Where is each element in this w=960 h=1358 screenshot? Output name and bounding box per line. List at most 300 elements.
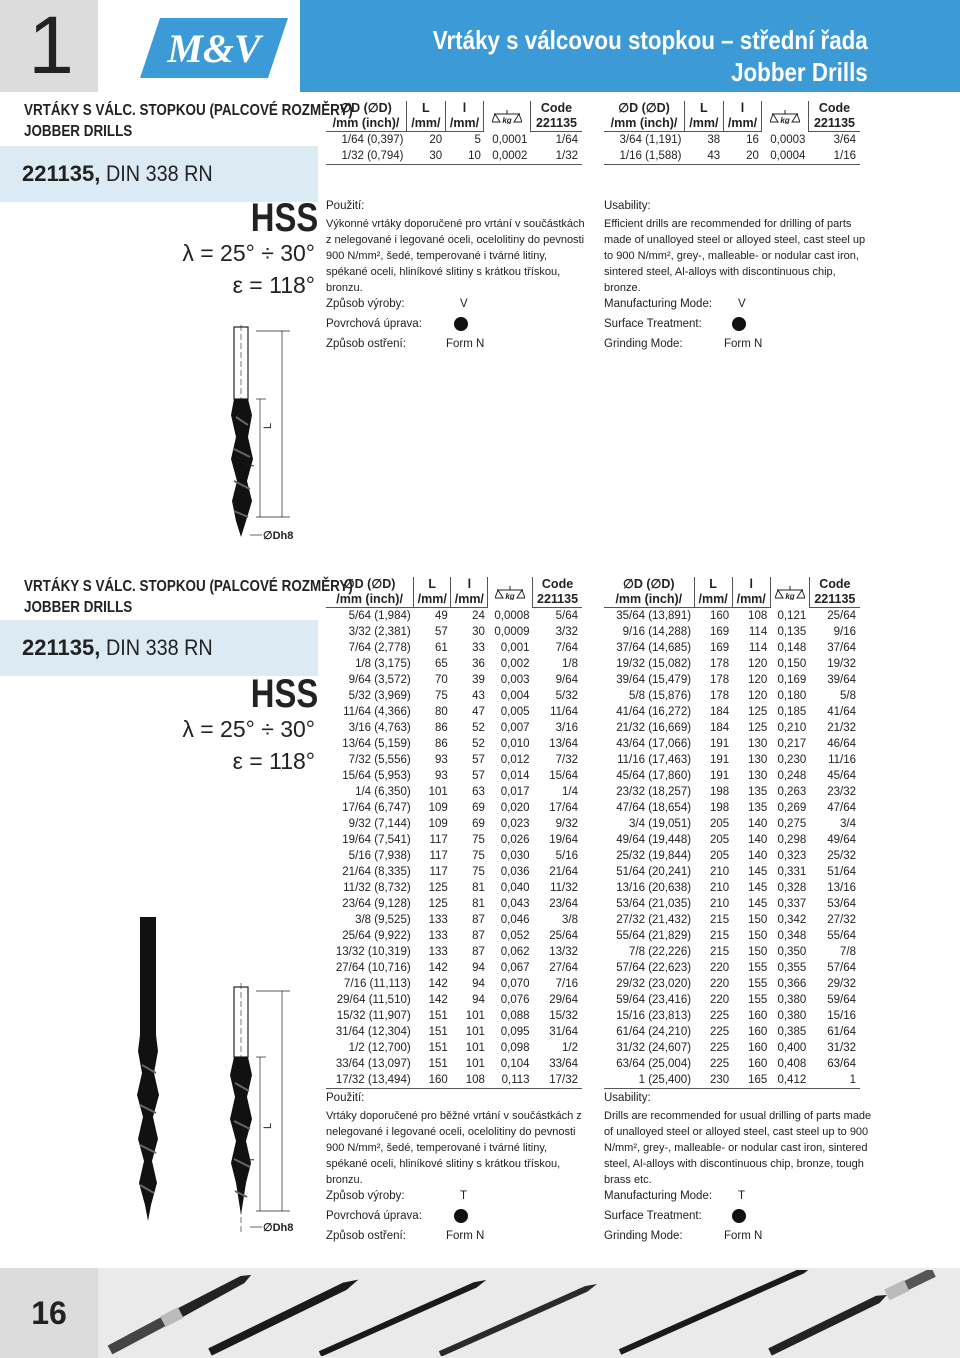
cell-weight: 0,007 [500,722,530,734]
cell-diameter: 15/16 (23,813) [616,1010,692,1022]
cell-L: 125 [428,882,448,894]
cell-L: 178 [709,690,730,702]
cell-L: 80 [434,706,448,718]
table-row [326,976,582,992]
cell-L: 220 [709,978,730,990]
section2-cz-modes [326,1186,586,1246]
cell-weight: 0,342 [777,914,807,926]
cell-L: 210 [709,898,730,910]
cell-l: 114 [748,626,768,638]
cell-diameter: 45/64 (17,860) [616,770,692,782]
mode-label: Způsob výroby: [326,298,405,310]
cell-L: 215 [709,914,730,926]
cell-diameter: 15/64 (5,953) [342,770,411,782]
cell-L: 210 [709,882,730,894]
cell-weight: 0,185 [777,706,807,718]
mode-label: Surface Treatment: [604,1210,702,1222]
cell-diameter: 27/64 (10,716) [335,962,411,974]
section2-label-dh8: ∅Dh8 [263,1222,294,1234]
cell-weight: 0,062 [500,946,530,958]
cell-l: 87 [472,946,485,958]
mv-logo [140,18,288,78]
cell-L: 184 [709,722,730,734]
cell-l: 114 [748,642,768,654]
weight-icon [775,584,805,600]
cell-l: 130 [748,754,768,766]
table-row [326,736,582,752]
table-row [326,960,582,976]
cell-diameter: 21/32 (16,669) [616,722,692,734]
cell-code: 27/32 [827,914,856,926]
mode-label: Povrchová úprava: [326,1210,422,1222]
cell-diameter: 5/32 (3,969) [348,690,411,702]
cell-diameter: 63/64 (25,004) [616,1058,692,1070]
cell-code: 31/64 [549,1026,578,1038]
svg-text:M&V: M&V [167,26,261,71]
cell-L: 86 [434,722,448,734]
mode-label: Manufacturing Mode: [604,1190,713,1202]
table-row [326,608,582,625]
table-row [326,624,582,640]
cell-diameter: 51/64 (20,241) [616,866,692,878]
section2-cz-heading: Použití: [326,1092,365,1104]
cell-diameter: 5/8 (15,876) [629,690,692,702]
table-row [326,148,582,165]
cell-code: 33/64 [549,1058,578,1070]
cell-L: 133 [428,930,448,942]
table-row [326,640,582,656]
cell-code: 59/64 [827,994,856,1006]
cell-code: 13/16 [827,882,856,894]
cell-l: 57 [472,754,485,766]
cell-l: 36 [472,658,485,670]
cell-diameter: 57/64 (22,623) [616,962,692,974]
cell-L: 109 [428,818,448,830]
cell-L: 225 [709,1042,730,1054]
cell-L: 230 [694,1072,732,1089]
cell-weight: 0,0002 [484,148,531,165]
table-row [604,1072,860,1089]
section1-drill-drawing [120,325,300,547]
cell-diameter: 25/32 (19,844) [616,850,692,862]
cell-weight: 0,020 [500,802,530,814]
cell-code: 41/64 [827,706,856,718]
cell-weight: 0,070 [500,978,530,990]
cell-code: 15/32 [549,1010,578,1022]
cell-l: 150 [748,930,768,942]
cell-l: 52 [472,738,485,750]
cell-weight: 0,088 [500,1010,530,1022]
cell-weight: 0,380 [777,1010,807,1022]
cell-L: 225 [709,1010,730,1022]
mode-value: Form N [724,338,763,350]
cell-diameter: 1/32 (0,794) [326,148,407,165]
cell-weight: 0,248 [777,770,807,782]
cell-code: 25/64 [827,610,856,622]
cell-diameter: 7/8 (22,226) [629,946,692,958]
surface-dot-icon [454,1209,468,1223]
cell-weight: 0,067 [500,962,530,974]
cell-code: 1/2 [562,1042,578,1054]
cell-code: 3/8 [562,914,578,926]
svg-text:kg: kg [505,592,515,601]
section1-title [24,100,353,142]
page-title [433,24,868,88]
section2-en-text-block [604,1092,874,1188]
cell-weight: 0,348 [777,930,807,942]
section1-en-modes [604,294,864,354]
cell-diameter: 55/64 (21,829) [616,930,692,942]
cell-weight: 0,0003 [770,133,806,146]
cell-code: 5/16 [555,850,578,862]
cell-weight: 0,121 [777,609,807,622]
mode-label: Způsob ostření: [326,1230,406,1242]
cell-code: 1/16 [808,148,860,165]
section1-en-text: Efficient drills are recommended for drilling of parts made of unalloyed steel or alloyed steel, cast steel up to 900 N/mm², grey-, malleable- or nodular cast iron, sintered steel, Al-alloys with discontinuous chip, bronze. [604,218,866,294]
cell-code: 17/32 [533,1072,582,1089]
table-row [604,736,860,752]
cell-code: 3/64 [833,134,856,146]
cell-l: 140 [748,850,768,862]
cell-code: 17/64 [549,802,578,814]
cell-weight: 0,043 [500,898,530,910]
cell-weight: 0,030 [500,850,530,862]
mode-label: Způsob výroby: [326,1190,405,1202]
section2-cz-text-block [326,1092,588,1188]
cell-code: 55/64 [827,930,856,942]
section1-label-l: l [245,464,257,467]
cell-L: 220 [709,962,730,974]
cell-l: 125 [748,722,768,734]
cell-L: 191 [709,770,730,782]
cell-weight: 0,412 [770,1072,809,1089]
section1-title-line2: JOBBER DRILLS [24,123,133,140]
section1-code: 221135, [22,161,101,186]
cell-weight: 0,012 [500,754,530,766]
mode-value: Form N [446,1230,485,1242]
cell-diameter: 29/32 (23,020) [616,978,692,990]
cell-diameter: 7/32 (5,556) [348,754,411,766]
cell-weight: 0,337 [777,898,807,910]
table-row [604,640,860,656]
cell-code: 57/64 [827,962,856,974]
cell-weight: 0,135 [777,626,807,638]
section2-drill-drawing [120,915,300,1245]
table-row [604,864,860,880]
table-row [326,768,582,784]
section2-label-L: L [262,1122,274,1129]
cell-code: 23/64 [549,898,578,910]
cell-L: 220 [709,994,730,1006]
cell-diameter: 39/64 (15,479) [616,674,692,686]
cell-code: 3/32 [555,626,578,638]
cell-L: 151 [428,1010,448,1022]
cell-L: 178 [709,674,730,686]
cell-weight: 0,046 [500,914,530,926]
cell-code: 23/32 [827,786,856,798]
table-row [326,688,582,704]
cell-code: 7/16 [555,978,578,990]
cell-l: 160 [748,1058,768,1070]
table-row [604,768,860,784]
cell-L: 49 [434,610,448,622]
cell-L: 70 [434,674,448,686]
cell-diameter: 19/32 (15,082) [616,658,692,670]
cell-l: 30 [472,626,485,638]
cell-code: 1/64 [555,134,578,146]
cell-L: 210 [709,866,730,878]
section2-table-left: ∅D (∅D) L l kg Code /mm (inch)/ /mm/ /mm/ 221135 5/64 (1,984) 49 24 0,0008 5/64 3/32 (2,381) 57 30 0,0009 3/32 7/64 (2,778) 61 33 0,001 7/64 1/8 (3,175) 65 36 0,002 1/8 9/64 (3,572) 70 39 0,003 9/64 5/32 (3,969) 75 43 0,004 5/32 11/64 (4,366) 80 47 0,005 11/64 3/16 (4,763) 86 52 0,007 3/16 13/64 (5,159) 86 52 0,010 13/64 7/32 (5,556) 93 57 0,012 7/32 15/64 (5,953) 93 57 0,014 15/64 1/4 (6,350) 101 63 0,017 1/4 17/64 (6,747) 109 69 0,020 17/64 9/32 (7,144) 109 69 0,023 9/32 19/64 (7,541) 117 75 0,026 19/64 5/16 (7,938) 117 75 0,030 5/16 21/64 (8,335) 117 75 0,036 21/64 11/32 (8,732) 125 81 0,040 11/32 23/64 (9,128) 125 81 0,043 23/64 3/8 (9,525) 133 87 0,046 3/8 25/64 (9,922) 133 87 0,052 25/64 13/32 (10,319) 133 87 0,062 13/32 27/64 (10,716) 142 94 0,067 27/64 7/16 (11,113) 142 94 0,070 7/16 29/64 (11,510) 142 94 0,076 29/64 15/32 (11,907) 151 101 0,088 15/32 31/64 (12,304) 151 101 0,095 31/64 1/2 (12,700) 151 101 0,098 1/2 33/64 (13,097) 151 101 0,104 33/64 17/32 (13,494) 160 108 0,113 17/32 [326,577,582,1089]
cell-diameter: 1/4 (6,350) [355,786,411,798]
table-row [604,148,860,165]
cell-weight: 0,014 [500,770,530,782]
surface-dot-icon [732,317,746,331]
section1-cz-text: Výkonné vrtáky doporučené pro vrtání v součástkách z nelegované i legované oceli, ocelolitiny do pevnosti 900 N/mm², šedé, temperované i tvárné litiny, spékané oceli, hliníkové slitiny s krátkou třískou, bronzu. [326,218,585,294]
cell-l: 43 [472,690,485,702]
cell-code: 27/64 [549,962,578,974]
cell-diameter: 31/64 (12,304) [335,1026,411,1038]
cell-L: 57 [434,626,448,638]
table-row [326,1072,582,1089]
cell-weight: 0,095 [500,1026,530,1038]
cell-diameter: 1/2 (12,700) [348,1042,411,1054]
cell-l: 130 [748,738,768,750]
section1-din: DIN 338 RN [106,161,214,186]
cell-l: 57 [472,770,485,782]
section2-en-text: Drills are recommended for usual drilling of parts made of unalloyed steel or alloyed steel, cast steel up to 900 N/mm², grey-, malleable- or nodular cast iron, sintered steel, Al-alloys with discontinuous chip, bronze, tough brass etc. [604,1110,872,1186]
cell-weight: 0,148 [777,642,807,654]
cell-code: 11/16 [828,754,856,766]
cell-l: 120 [748,690,768,702]
cell-code: 21/32 [827,722,856,734]
cell-diameter: 9/64 (3,572) [348,674,411,686]
cell-code: 1/4 [562,786,578,798]
cell-L: 198 [709,786,730,798]
cell-code: 47/64 [827,802,856,814]
cell-l: 120 [748,674,768,686]
cell-L: 215 [709,930,730,942]
cell-diameter: 23/64 (9,128) [342,898,411,910]
cell-code: 13/32 [549,946,578,958]
table-row [604,624,860,640]
cell-code: 5/32 [555,690,578,702]
table-row [604,912,860,928]
cell-l: 155 [748,962,768,974]
table-row [604,1024,860,1040]
cell-diameter: 3/8 (9,525) [355,914,411,926]
cell-L: 38 [707,134,721,146]
table-row [604,976,860,992]
table-row [604,1008,860,1024]
chapter-number: 1 [28,0,70,91]
cell-L: 93 [434,770,448,782]
cell-weight: 0,076 [500,994,530,1006]
cell-weight: 0,005 [500,706,530,718]
mode-value: V [738,298,746,310]
page-title-line1: Vrtáky s válcovou stopkou – střední řada [433,25,868,55]
cell-L: 215 [709,946,730,958]
cell-code: 29/32 [827,978,856,990]
cell-code: 37/64 [827,642,856,654]
cell-code: 46/64 [827,738,856,750]
cell-diameter: 15/32 (11,907) [336,1010,411,1022]
table-row [604,896,860,912]
cell-weight: 0,385 [777,1026,807,1038]
cell-code: 7/8 [840,946,856,958]
cell-weight: 0,0004 [762,148,809,165]
cell-l: 47 [472,706,485,718]
cell-L: 184 [709,706,730,718]
cell-L: 133 [428,914,448,926]
cell-diameter: 13/64 (5,159) [342,738,411,750]
cell-diameter: 43/64 (17,066) [616,738,692,750]
cell-L: 151 [428,1058,448,1070]
cell-diameter: 1 (25,400) [604,1072,694,1089]
cell-code: 9/16 [833,626,856,638]
cell-L: 65 [434,658,448,670]
cell-l: 140 [748,818,768,830]
cell-l: 160 [748,1042,768,1054]
cell-l: 69 [472,802,485,814]
cell-l: 120 [748,658,768,670]
col-header-code: Code [530,101,582,116]
cell-code: 49/64 [827,834,856,846]
table-row [604,720,860,736]
col-header-kg [484,101,531,132]
cell-L: 205 [709,850,730,862]
cell-code: 39/64 [827,674,856,686]
cell-L: 117 [429,866,448,878]
cell-code: 3/16 [555,722,578,734]
cell-L: 117 [429,834,448,846]
section1-cz-text-block [326,200,586,296]
section2-title-line1: VRTÁKY S VÁLC. STOPKOU (PALCOVÉ ROZMĚRY) [24,578,353,595]
table-row [604,672,860,688]
table-row [604,800,860,816]
cell-weight: 0,113 [488,1072,533,1089]
cell-L: 160 [414,1072,451,1089]
cell-weight: 0,169 [777,674,807,686]
section1-label-dh8: ∅Dh8 [263,530,294,542]
mode-label: Surface Treatment: [604,318,702,330]
table-row [604,848,860,864]
cell-code: 1/8 [562,658,578,670]
cell-L: 151 [428,1026,448,1038]
cell-diameter: 3/32 (2,381) [348,626,411,638]
surface-dot-icon [454,317,468,331]
cell-L: 93 [434,754,448,766]
cell-weight: 0,269 [777,802,807,814]
section1-en-text-block [604,200,870,296]
table-row [604,132,860,149]
cell-code: 61/64 [827,1026,856,1038]
cell-L: 205 [709,834,730,846]
table-row [604,816,860,832]
mode-label: Způsob ostření: [326,338,406,350]
cell-l: 5 [474,134,481,146]
mode-label: Grinding Mode: [604,1230,683,1242]
cell-l: 150 [748,914,768,926]
cell-diameter: 27/32 (21,432) [616,914,692,926]
table-row [604,752,860,768]
page-title-line2: Jobber Drills [731,57,868,87]
cell-diameter: 61/64 (24,210) [616,1026,692,1038]
cell-diameter: 1/16 (1,588) [604,148,685,165]
cell-l: 150 [748,946,768,958]
table-row [604,656,860,672]
cell-l: 101 [465,1026,485,1038]
section2-epsilon: ε = 118° [232,748,315,774]
section1-table-right: ∅D (∅D) L l kg Code /mm (inch)/ /mm/ /mm/ 221135 3/64 (1,191) 38 16 0,0003 3/64 1/16 (1,588) 43 20 0,0004 1/16 [604,101,860,165]
mode-value: Form N [446,338,485,350]
cell-l: 135 [748,802,768,814]
table-row [326,1008,582,1024]
table-row [326,656,582,672]
cell-L: 151 [428,1042,448,1054]
table-row [326,784,582,800]
cell-diameter: 29/64 (11,510) [336,994,411,1006]
weight-icon [770,108,800,124]
cell-weight: 0,004 [500,690,530,702]
cell-l: 10 [445,148,484,165]
table-row [326,864,582,880]
cell-L: 133 [428,946,448,958]
cell-weight: 0,210 [777,722,807,734]
table-row [326,720,582,736]
cell-weight: 0,230 [777,754,807,766]
table-row [326,704,582,720]
cell-L: 20 [429,134,443,146]
col-header-L: L [407,101,446,116]
col-header-d: ∅D (∅D) [340,101,392,115]
table-row [604,704,860,720]
cell-l: 145 [748,866,768,878]
section2-table-right: ∅D (∅D) L l kg Code /mm (inch)/ /mm/ /mm/ 221135 35/64 (13,891) 160 108 0,121 25/64 9/16 (14,288) 169 114 0,135 9/16 37/64 (14,685) 169 114 0,148 37/64 19/32 (15,082) 178 120 0,150 19/32 39/64 (15,479) 178 120 0,169 39/64 5/8 (15,876) 178 120 0,180 5/8 41/64 (16,272) 184 125 0,185 41/64 21/32 (16,669) 184 125 0,210 21/32 43/64 (17,066) 191 130 0,217 46/64 11/16 (17,463) 191 130 0,230 11/16 45/64 (17,860) 191 130 0,248 45/64 23/32 (18,257) 198 135 0,263 23/32 47/64 (18,654) 198 135 0,269 47/64 3/4 (19,051) 205 140 0,275 3/4 49/64 (19,448) 205 140 0,298 49/64 25/32 (19,844) 205 140 0,323 25/32 51/64 (20,241) 210 145 0,331 51/64 13/16 (20,638) 210 145 0,328 13/16 53/64 (21,035) 210 145 0,337 53/64 27/32 (21,432) 215 150 0,342 27/32 55/64 (21,829) 215 150 0,348 55/64 7/8 (22,226) 215 150 0,350 7/8 57/64 (22,623) 220 155 0,355 57/64 29/32 (23,020) 220 155 0,366 29/32 59/64 (23,416) 220 155 0,380 59/64 15/16 (23,813) 225 160 0,380 15/16 61/64 (24,210) 225 160 0,385 61/64 31/32 (24,607) 225 160 0,400 31/32 63/64 (25,004) 225 160 0,408 63/64 1 (25,400) 230 165 0,412 1 [604,577,860,1089]
section1-table-left: ∅D (∅D) L l kg Code /mm (inch)/ /mm/ /mm/ 221135 1/64 (0,397) 20 5 0,0001 1/64 1/32 (0,794) 30 10 0,0002 1/32 [326,101,582,165]
mode-label: Manufacturing Mode: [604,298,713,310]
cell-diameter: 19/64 (7,541) [342,834,411,846]
cell-code: 11/32 [550,882,578,894]
cell-L: 30 [407,148,446,165]
cell-code: 1/32 [530,148,582,165]
cell-code: 21/64 [549,866,578,878]
mode-value: V [460,298,468,310]
table-row [326,944,582,960]
cell-code: 9/64 [555,674,578,686]
cell-l: 101 [465,1058,485,1070]
table-row [326,1056,582,1072]
table-row [604,1040,860,1056]
cell-L: 225 [709,1026,730,1038]
table-row [604,1056,860,1072]
cell-L: 142 [428,994,448,1006]
cell-L: 169 [709,642,730,654]
cell-l: 160 [748,1010,768,1022]
cell-weight: 0,040 [500,882,530,894]
cell-weight: 0,026 [500,834,530,846]
cell-weight: 0,400 [777,1042,807,1054]
cell-l: 125 [748,706,768,718]
cell-code: 9/32 [555,818,578,830]
section1-title-line1: VRTÁKY S VÁLC. STOPKOU (PALCOVÉ ROZMĚRY) [24,102,353,119]
cell-l: 33 [472,642,485,654]
table-row [604,944,860,960]
cell-l: 140 [748,834,768,846]
cell-l: 75 [472,866,485,878]
section1-cz-modes [326,294,586,354]
cell-l: 160 [748,1026,768,1038]
cell-diameter: 7/64 (2,778) [348,642,411,654]
